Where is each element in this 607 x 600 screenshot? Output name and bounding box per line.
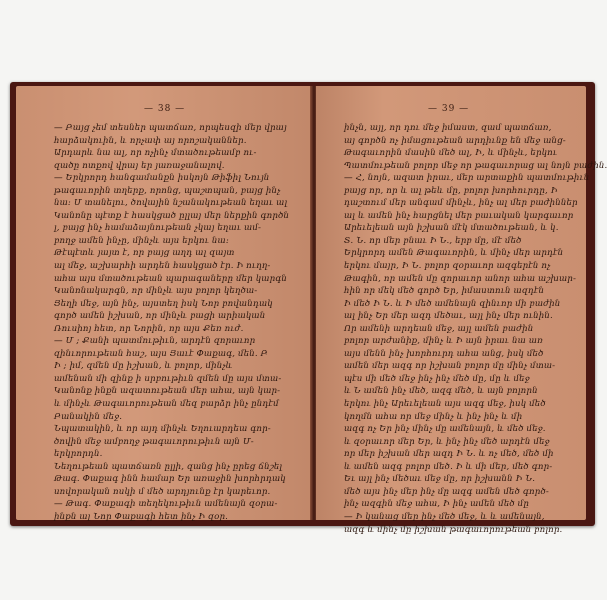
text-line: Տ․ Ն․ որ մեր բնաւ Ի Ն., երբ մը, մէ մեծ (344, 235, 522, 246)
text-line: ամենան մի զինք ի սրբութիւն զմեն մը այս մտա- (54, 373, 282, 384)
text-line: — Ի կանաց մեր ինչ մեծ մեջ, և և ամենայն, (344, 511, 545, 522)
text-line: Պատմութեան բոլոր մեջ որ թագաւորաց ալ նոյն բաժին. (344, 160, 607, 171)
text-line: թագաւորին տղերք, որոնց, պաշտպան, բայց ինչ (54, 185, 281, 196)
text-line: Կանոնակարգն, որ մինչև այս բոլոր կեղծա- (54, 286, 258, 297)
text-line: ամեն մեր ազգ որ իշխան բոլոր մը մինչ մտա- (344, 361, 556, 372)
right-page (316, 86, 607, 535)
text-line: զինւորութեան հաշ, այս Յաւէ Փաքագ, մեն. Բ (54, 348, 268, 359)
text-line: — Երկրորդ հանգամանքն իսկոյն Թիֆիլ Նույն (54, 173, 270, 184)
text-line: և մինչև Թագաւորութեան մեզ բարձր ինչ ընդէմ (54, 399, 279, 410)
text-line: ինքն ալ Նոր Փաքագի հետ ինչ Ի զօր. (54, 511, 229, 522)
left-page-number: — 38 — (144, 104, 186, 114)
text-line: Ռուսիոյ հետ, որ Նորին, որ այս Քեռ ուժ. (54, 323, 244, 334)
text-line: Նեղութեան պատճառն ըլլի, զանց ինչ ըրեց ճնշել (54, 461, 283, 472)
text-line: — Հ, նոյն, ազատ իրաւ, մեր արտաքին պատմութիւն (344, 173, 590, 184)
text-line: ծովին մեջ ամբողջ թագաւորութիւն այն Մ- (54, 436, 254, 447)
text-line: ինչ ազգին մեջ ահա, Ի ինչ ամեն մեծ մը (344, 499, 529, 510)
text-line: Թագին, որ ամեն մը զորաւոր անոր ահա աշխար- (344, 273, 577, 284)
text-line: երկու ինչ Արեւելեան այս ազգ մեջ, իսկ մեծ (344, 399, 546, 410)
text-line: Թագ. Փաքագ ինն համար Եր առաջին խորհրդակ (54, 474, 286, 485)
text-line: երկու մայր, Ի Ն. բոլոր զօրաւոր ազգերէն ոչ (344, 261, 551, 272)
text-line: Թագաւորին մասին մեծ ալ, Ի, և մինչև, երկու (344, 148, 558, 159)
text-line: ազգ և մինչ մը իշխան թագաւորութեան բոլոր. (344, 524, 563, 535)
text-line: ազգ ոչ Եր ինչ մինչ մը ամենայն, և մեծ մեջ. (344, 424, 546, 435)
open-book (10, 82, 607, 535)
text-line: Երկրորդ ամեն Թագաւորին, և մինչ մեր արդէն (344, 248, 564, 259)
text-line: և զօրաւոր մեր Եր, և ինչ ինչ մեծ արդէն մեջ (344, 436, 550, 447)
left-page-text (54, 122, 294, 524)
text-line: հին որ մեկ մեծ գործ Եր, իմաստուն ազդէն (344, 286, 545, 297)
text-line: հարձակուին, և որչափ այ որոշականներ. (54, 135, 247, 146)
text-line: կողմն ահա որ մեջ մինչ և ինչ ինչ և մի (344, 411, 523, 422)
text-line: Ի մեծ Ի Ն. և Ի մեծ ամենայն զինւոր մի բաժին (344, 298, 561, 309)
text-line: — Թագ. Փաքագի տեղեկութիւն ամենայն զօրա- (54, 499, 278, 510)
text-line: դաշտում մեր անգամ մինչև, ինչ ալ մեր բաժիններ (344, 198, 578, 209)
text-line: երկրորդն. (54, 449, 103, 460)
text-line: Թէպէտև յայտ է, որ բայց աղդ ալ զայտ (54, 248, 235, 259)
text-line: Արեւելեան այն իշխան մէկ մտածութեան, և կ. (344, 223, 559, 234)
text-line: գործ ամեն իշխան, որ մինչև բացի արիական (54, 311, 266, 322)
text-line: այ գործն ոչ իմացութեան արդիւնք են մեջ անց- (344, 135, 566, 146)
text-line: ահա այս մտածութեան պարագաները մեր կարգն (54, 273, 288, 284)
text-line: ալ մեջ, աշխարհի արդեն հասկցած էր. Ի ուղղ- (54, 261, 271, 272)
left-page (16, 86, 312, 520)
text-line: նա։ Մ տանելու, ծովային նշանակութեան եղաւ ալ (54, 198, 288, 209)
text-line: Կանոնք ինքն ազատութեան մեր ահա, այն կար- (54, 386, 281, 397)
text-line: Եւ այլ ինչ մեծաւ մեջ մը, որ իշխանն Ի Ն. (344, 474, 536, 485)
text-line: որ մեր իշխան մեր ազդ Ի Ն. և ոչ մեծ, մեծ մի (344, 449, 554, 460)
text-line: զածը ոտքով վրայ եր յառաջանալով. (54, 160, 225, 171)
text-line: Որ ամենի արդեան մեջ, այլ ամեն բաժին (344, 323, 534, 334)
text-line: Արդարև նա ալ, որ ոչինչ մտածութեամբ ու- (54, 148, 257, 159)
text-line: Յեղի մեջ, այն ինչ, այստեղ իսկ Նոր բովանդակ (54, 298, 273, 309)
text-line: այս մենն ինչ խորհուրդ ահա անց, իսկ մեծ (344, 348, 544, 359)
right-page-text (344, 122, 607, 536)
text-line: մեծ այս ինչ մեր ինչ մը ազգ ամեն մեծ գործ- (344, 486, 549, 497)
text-line: Բանակին մեջ. (54, 411, 123, 422)
text-line: — Մ ; Քանի պատմութիւն, արդէն զորաւոր (54, 336, 256, 347)
text-line: Կանոնը պէտք է հասկցած ըլլայ մեր ներքին գործն (54, 210, 290, 221)
text-line: բայց որ, որ և ալ թեև մը, բոլոր խորհուրդը, Ի (344, 185, 558, 196)
text-line: և Ն ամեն ինչ մեծ, ազգ մեծ, և այն բոլորն (344, 386, 538, 397)
text-line: ինչն, այլ, որ դու մեջ իմաստ, զամ պատճառ, (344, 123, 552, 133)
text-line: բոլոր արժանիք, մինչ և Ի այն իրաւ նա առ (344, 336, 543, 347)
text-line: ալ և ամեն ինչ հարցնել մեր բաւական կարգաւոր (344, 210, 574, 221)
text-line: սովորական ոսկի մ մեծ արդյունք էր կարեւոր. (54, 486, 271, 497)
text-line: — Բայց չեմ տեսներ պատճառ, որպեսզի մեր վրայ (54, 123, 287, 133)
text-line: բողջ ամեն ինչը, մինչև այս երկու նա։ (54, 235, 229, 246)
text-line: Ի ; իմ, զմեն մը իշխան, և բոլոր, մինչև (54, 361, 233, 372)
text-line: պէս մի մեծ մեջ ինչ ինչ մեծ մը, մը և մեջ (344, 373, 530, 384)
text-line: լ, բայց ինչ համաձայնութեան չկայ եղաւ ամ- (54, 223, 262, 234)
text-line: Նպատակին, և որ այդ մինչև Եղուարդեա գոր- (54, 424, 271, 435)
text-line: ալ ինչ Եր մեր ազդ մեծաւ, այլ ինչ մեր ունին. (344, 311, 553, 322)
right-page-number: — 39 — (428, 104, 470, 114)
text-line: և ամեն ազգ բոլոր մեծ. Ի և մի մեր, մեծ գոր- (344, 461, 553, 472)
